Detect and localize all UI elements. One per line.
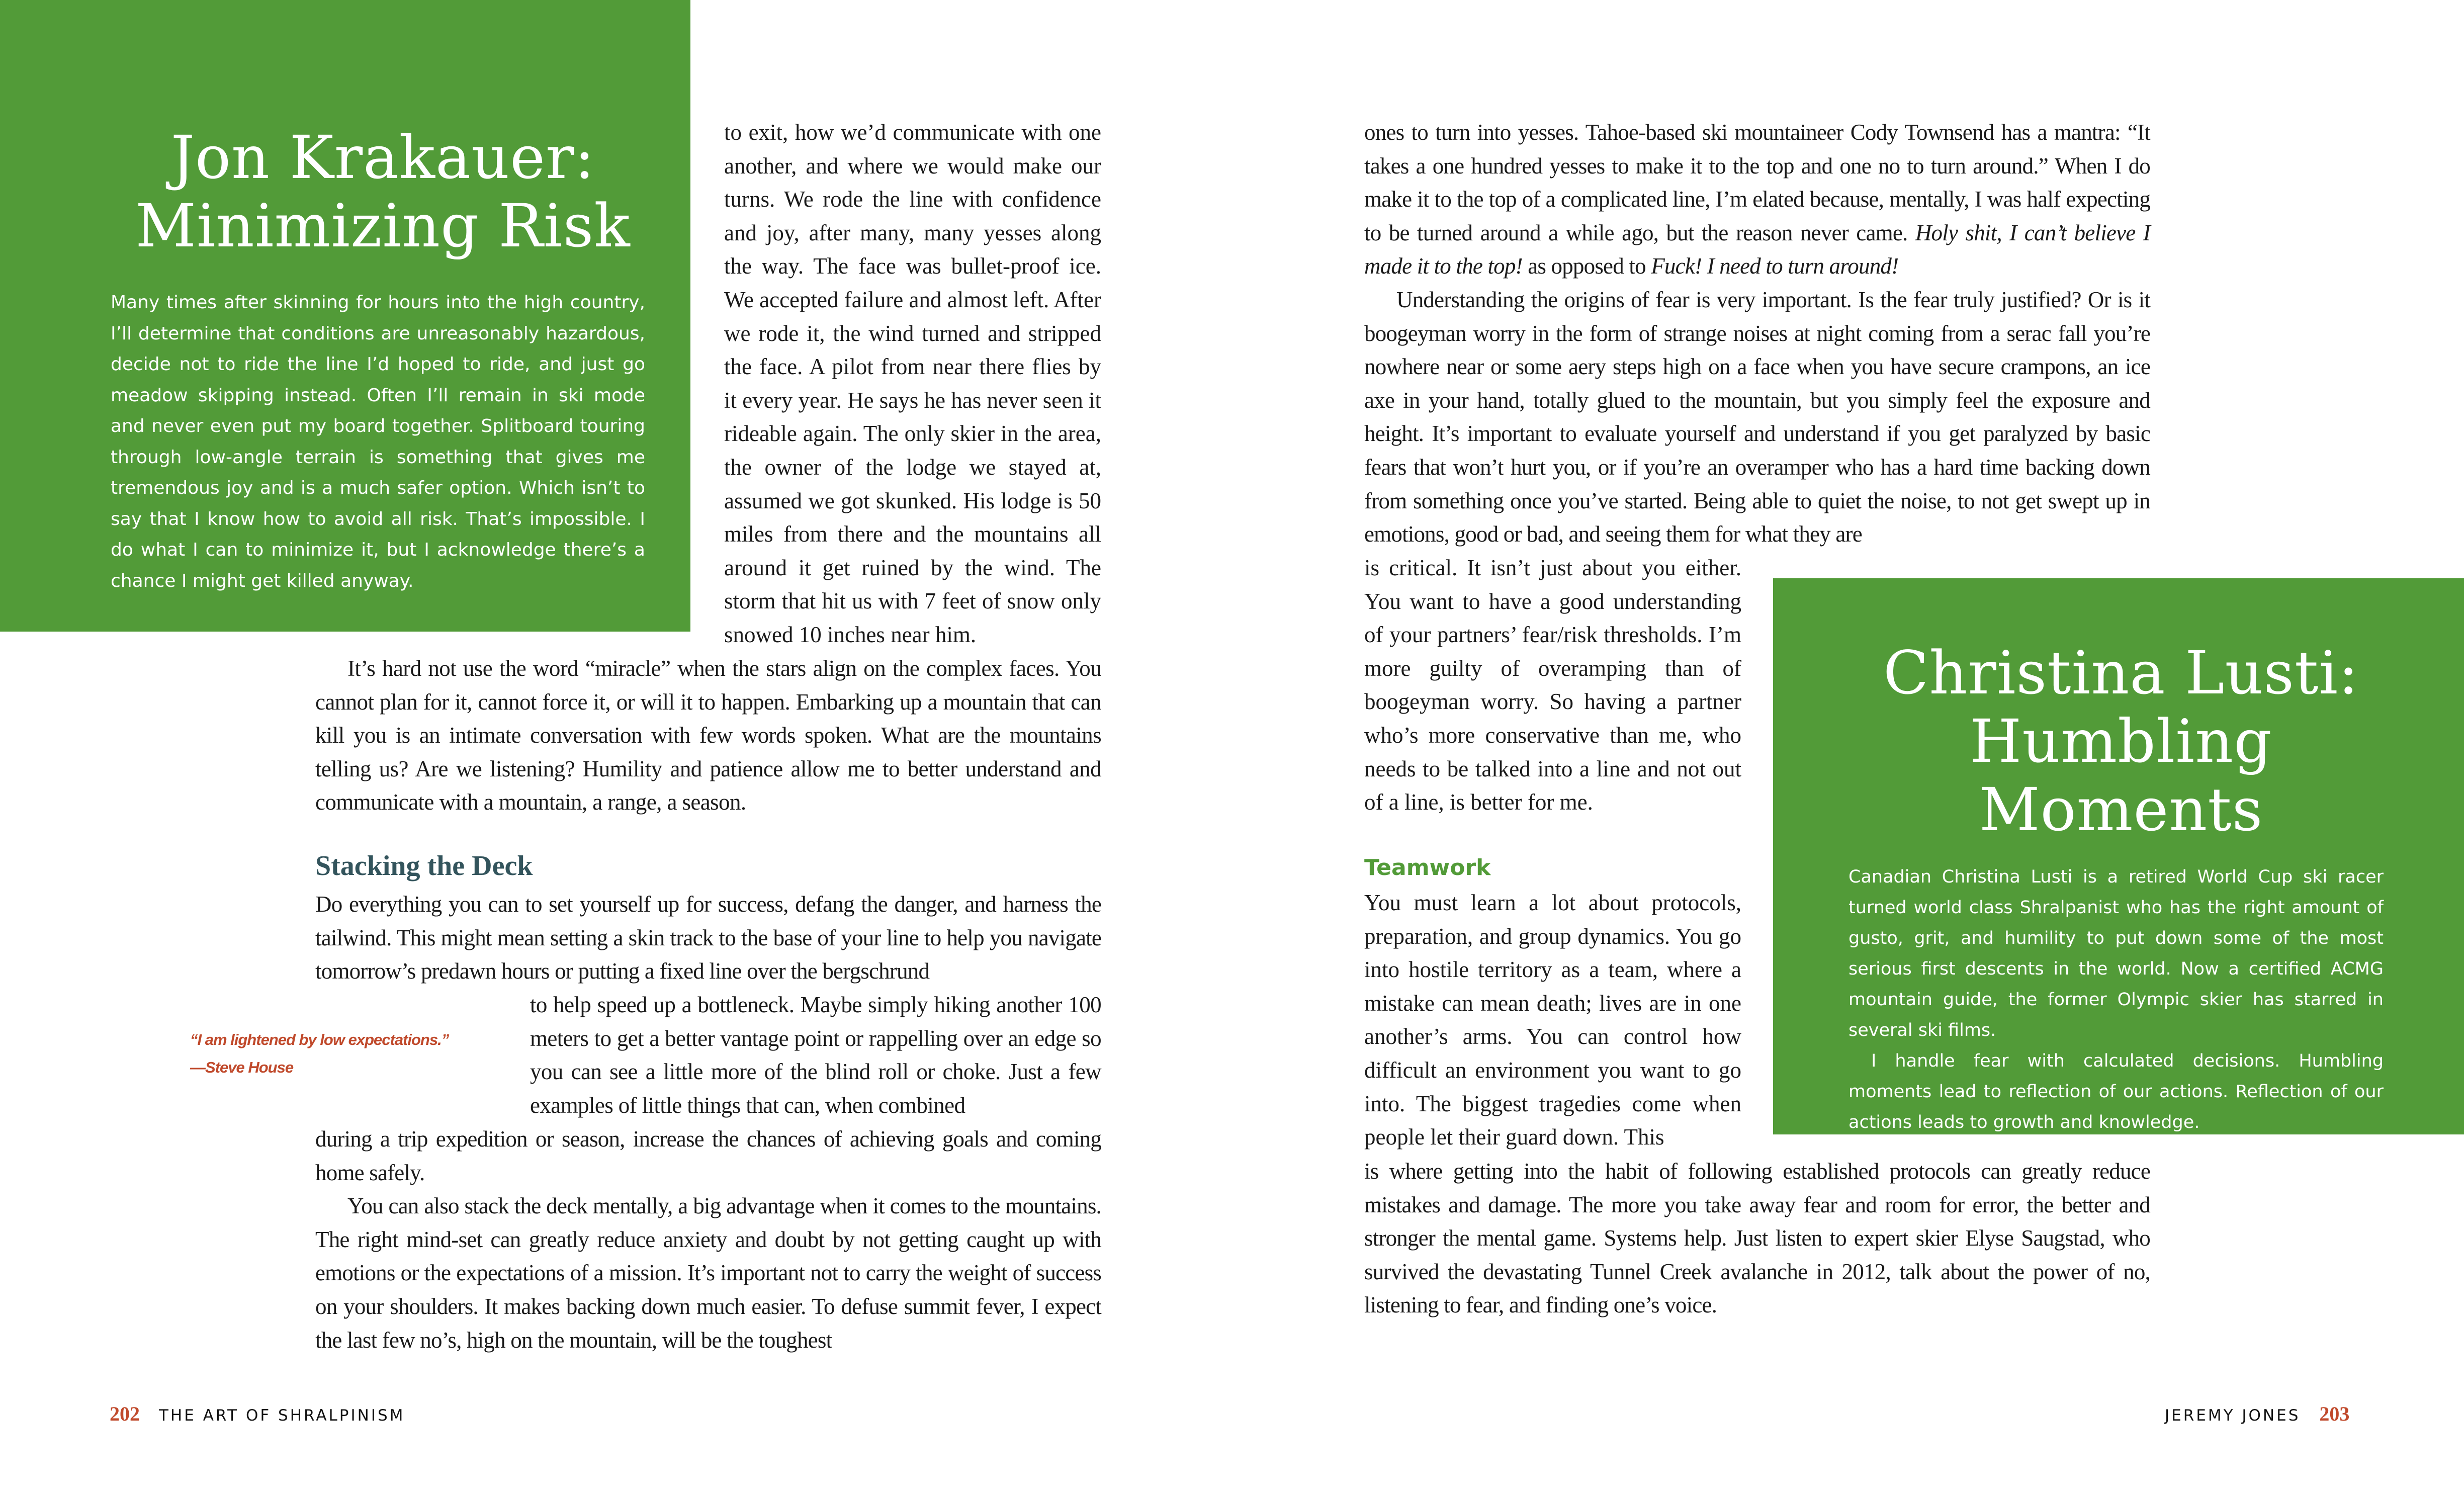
sidebar-title-line2: Humbling Moments xyxy=(1970,707,2272,844)
paragraph-teamwork-end: is where getting into the habit of following established protocols can greatly reduce mistakes and damage. The more you take away fear and room for error, the better and stronger the mental game. Systems help. Just listen to expert skier Elyse Saugstad, who survived the devastating Tunnel Creek avalanche in 2012, talk about the power of no, listening to fear, and finding one’s voice. xyxy=(1364,1159,2150,1318)
sidebar-title-line1: Christina Lusti: xyxy=(1883,638,2359,708)
stacking-text-narrow xyxy=(530,988,1101,1122)
right-text-narrow xyxy=(1364,551,1741,819)
page-number-right: 203 xyxy=(2319,1402,2350,1425)
footer-right xyxy=(2165,1402,2349,1426)
italic-quote-b: Fuck! I need to turn around! xyxy=(1651,253,1899,279)
sidebar-paragraph-2: I handle fear with calculated decisions. Humbling moments lead to reflection of our actions. Reflection of our actions leads to growth and knowledge. xyxy=(1849,1051,2384,1132)
paragraph-yesses-text: ones to turn into yesses. Tahoe-based ski mountaineer Cody Townsend has a mantra: “It takes a one hundred yesses to make it to the top and one no to turn around.” When I do make it to the top of a complicated line, I’m elated because, mentally, I was half expecting to be turned around a while ago, but the reason never came. xyxy=(1364,120,2150,245)
stacking-paragraph-1-start: Do everything you can to set yourself up for success, defang the danger, and harness the tailwind. This might mean setting a skin track to the base of your line to help you navigate tomorrow’s predawn hours or putting a fixed line over the bergschrund xyxy=(315,892,1101,984)
sidebar-text xyxy=(1849,862,2384,1138)
sidebar-title xyxy=(111,123,655,260)
paragraph-fear-origins: Understanding the origins of fear is very important. Is the fear truly justified? Or is it boogeyman worry in the form of strange noises at night coming from a serac fall you’re nowhere near or some aery steps high on a face when you have secure crampons, an ice axe in your hand, totally glued to the mountain, but you simply feel the exposure and height. It’s important to evaluate yourself and understand if you get paralyzed by basic fears that won’t hurt you, or if you’re an overamper who has a hard time backing down from something once you’ve started. Being able to quiet the noise, to not get swept up in emotions, good or bad, and seeing them for what they are xyxy=(1364,287,2150,547)
sidebar-jon-krakauer xyxy=(0,0,690,632)
subhead-stacking-the-deck: Stacking the Deck xyxy=(315,850,533,882)
right-text-top xyxy=(1364,116,2150,551)
paragraph-yesses xyxy=(1364,116,2150,283)
sidebar-title-line2: Minimizing Risk xyxy=(135,191,631,260)
page-number-left: 202 xyxy=(110,1402,140,1425)
sidebar-christina-lusti xyxy=(1773,578,2464,1134)
paragraph-miracle: It’s hard not use the word “miracle” when the stars align on the complex faces. You cannot plan for it, cannot force it, or will it to happen. Embarking up a mountain that can kill you is an intimate conversation with few words spoken. What are the mountains telling us? Are we listening? Humility and patience allow me to better understand and communicate with a mountain, a range, a season. xyxy=(315,656,1101,815)
column-text-top xyxy=(724,116,1101,652)
sidebar-paragraph: Many times after skinning for hours into the high country, I’ll determine that conditions are unreasonably hazardous, decide not to ride the line I’d hoped to ride, and just go meadow skipping instead. Often I’ll remain in ski mode and never even put my board together. Splitboard touring through low-angle terrain is something that gives me tremendous joy and is a much safer option. Which isn’t to say that I know how to avoid all risk. That’s impossible. I do what I can to minimize it, but I acknowledge there’s a chance I might get killed anyway. xyxy=(111,292,645,591)
footer-left xyxy=(110,1402,405,1426)
teamwork-text-narrow xyxy=(1364,886,1741,1154)
stacking-paragraph-2: You can also stack the deck mentally, a big advantage when it comes to the mountains. The right mind-set can greatly reduce anxiety and doubt by not getting caught up with emotions or the expectations of a mission. It’s important not to carry the weight of success on your shoulders. It makes backing down much easier. To defuse summit fever, I expect the last few no’s, high on the mountain, will be the toughest xyxy=(315,1193,1101,1353)
pull-quote-text: “I am lightened by low expectations.” xyxy=(190,1031,449,1048)
italic-quote-a: Holy shit, I can’t believe I made it to the top! xyxy=(1364,220,2150,279)
subhead-teamwork: Teamwork xyxy=(1364,855,1491,881)
running-head-left: THE ART OF SHRALPINISM xyxy=(159,1406,405,1425)
paragraph-teamwork-start: You must learn a lot about protocols, preparation, and group dynamics. You go into hostile territory as a team, where a mistake can mean death; lives are in one another’s arms. You can control how difficult an environment you want to go into. The biggest tragedies come when people let their guard down. This xyxy=(1364,890,1741,1150)
sidebar-title xyxy=(1828,639,2414,844)
stacking-paragraph-1-end: during a trip expedition or season, increase the chances of achieving goals and coming home safely. xyxy=(315,1126,1101,1185)
paragraph-critical: is critical. It isn’t just about you either. You want to have a good understanding of your partners’ fear/risk thresholds. I’m more guilty of overamping than of boogeyman worry. So having a partner who’s more conservative than me, who needs to be talked into a line and not out of a line, is better for me. xyxy=(1364,555,1741,815)
stacking-text-end xyxy=(315,1122,1101,1357)
left-main-text xyxy=(315,652,1101,819)
paragraph-continued: to exit, how we’d communicate with one another, and where we would make our turns. We rode the line with confidence and joy, after many, many yesses along the way. The face was bullet-proof ice. We accepted failure and almost left. After we rode it, the wind turned and stripped the face. A pilot from near there flies by it every year. He says he has never seen it rideable again. The only skier in the area, the owner of the lodge we stayed at, assumed we got skunked. His lodge is 50 miles from there and the mountains all around it get ruined by the wind. The storm that hit us with 7 feet of snow only snowed 10 inches near him. xyxy=(724,120,1101,647)
teamwork-text-full xyxy=(1364,1155,2150,1322)
sidebar-title-line1: Jon Krakauer: xyxy=(170,123,595,192)
stacking-text-full xyxy=(315,888,1101,988)
sidebar-paragraph-1: Canadian Christina Lusti is a retired World Cup ski racer turned world class Shralpanist who has the right amount of gusto, grit, and humility to put down some of the most serious first descents in the world. Now a certified ACMG mountain guide, the former Olympic skier has starred in several ski films. xyxy=(1849,867,2384,1040)
pull-quote xyxy=(190,1026,449,1081)
running-head-right: JEREMY JONES xyxy=(2165,1406,2301,1425)
paragraph-yesses-mid: as opposed to xyxy=(1522,253,1651,279)
pull-quote-attribution: —Steve House xyxy=(190,1059,294,1076)
stacking-paragraph-1-narrow: to help speed up a bottleneck. Maybe simply hiking another 100 meters to get a better vantage point or rappelling over an edge so you can see a little more of the blind roll or choke. Just a few examples of little things that can, when combined xyxy=(530,992,1101,1118)
sidebar-text xyxy=(111,287,645,596)
